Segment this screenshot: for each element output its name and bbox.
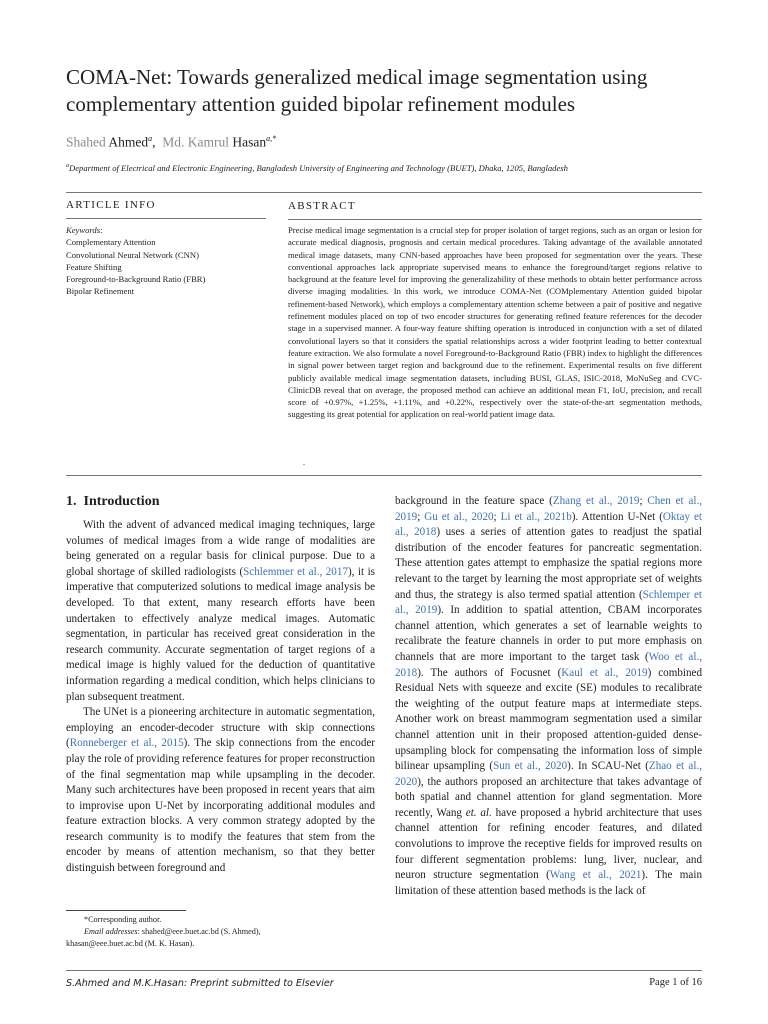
et-al-italic: et. al. [465,806,492,819]
text-run: The UNet is a pioneering architecture in automatic segmentation, employing an encoder-decoder structure with skip connections ( [66,706,375,750]
email-label: Email addresses [84,927,138,936]
citation-link[interactable]: Woo et al., 2018 [395,650,702,679]
section-title: Introduction [83,494,160,509]
page-number: Page 1 of 16 [649,977,702,988]
text-run: background in the feature space ( [395,495,553,507]
affiliation [66,163,716,173]
author-1-given: Shahed [66,134,106,150]
citation-link[interactable]: Oktay et al., 2018 [395,510,702,539]
abstract-end-divider [66,475,702,476]
citation-link[interactable]: Ronneberger et al., 2015 [69,737,184,750]
footer-running-head: S.Ahmed and M.K.Hasan: Preprint submitted to Elsevier [66,978,334,989]
footnote-divider [66,910,186,911]
author-list [66,134,276,151]
keyword-item: Complementary Attention [66,237,156,248]
abstract-heading: ABSTRACT [288,200,356,212]
text-run: ) combined Residual Nets with squeeze and excite (SE) modules to recalibrate the weighting of the output feature maps at intermediate steps. Another work on breast mammogram segmentation used a similar channel attention unit in their proposed attention-guided dense-upsampling block for compensating the information loss of simple bilinear upsampling ( [395,666,702,773]
footer-divider [66,970,702,971]
keyword-item: Convolutional Neural Network (CNN) [66,249,199,260]
header-divider [66,192,702,193]
intro-paragraph-continued [395,494,702,899]
text-run: ), it is imperative that computerized solutions to medical image analysis be developed. To that extent, many research efforts have been undertaken to effectively analyze medical images. Automatic segmentation, in particular has received great consideration in the research community. Accurate segmentation of target regions of a medical image is highly valued for the deduction of quantitative information regarding a medical condition, which helps clinicians to plan subsequent treatment. [66,565,375,703]
keyword-item: Feature Shifting [66,261,122,272]
text-run: ; [417,510,425,523]
left-column [66,518,375,877]
keyword-item: Foreground-to-Background Ratio (FBR) [66,274,206,285]
author-2-sup: a,* [266,134,277,143]
citation-link[interactable]: Zhang et al., 2019 [552,495,640,507]
keywords-colon: : [100,225,103,235]
affiliation-text: Department of Electrical and Electronic Engineering, Bangladesh University of Engineering and Technology (BUET), Dhaka, 1205, Bangladesh [69,163,568,173]
abstract-trailing-dot: . [303,458,305,467]
author-2-given: Md. Kamrul [162,134,230,150]
author-separator: , [152,134,156,150]
text-run: ), the authors proposed an architecture that takes advantage of both spatial and channel attention for gland segmentation. More recently, Wang [395,775,702,819]
author-2-family: Hasan [232,134,267,150]
author-1-family: Ahmed [108,134,149,150]
text-run: have proposed a hybrid architecture that uses channel attention for refining encoder features, and dilated convolutions to improve the receptive fields for improved results on four different segmentation problems: lung, liver, nuclear, and neuron structure segmentation ( [395,806,702,882]
citation-link[interactable]: Sun et al., 2020 [493,760,568,773]
citation-link[interactable]: Schlemmer et al., 2017 [243,565,348,578]
corresponding-author-note: *Corresponding author. [84,915,162,924]
text-run: ) uses a series of attention gates to readjust the spatial distribution of the encoder features for pancreatic segmentation. These attention gates attempt to emphasize the spatial regions more relevant to the target by learning the most appropriate set of weights and thus, the strategy is also termed spatial attention ( [395,526,703,601]
paper-title: COMA-Net: Towards generalized medical image segmentation using complementary attention guided bipolar refinement modules [66,65,648,116]
abstract-divider [288,219,702,220]
keyword-item: Bipolar Refinement [66,286,135,297]
citation-link[interactable]: Wang et al., 2021 [549,869,642,882]
text-run: ). The main limitation of these attention based methods is the lack of [395,869,702,897]
text-run: ; [639,495,648,507]
author-1-sup: a [148,134,153,143]
email-addresses-2: khasan@eee.buet.ac.bd (M. K. Hasan). [66,939,195,948]
text-run: With the advent of advanced medical imaging techniques, large volumes of medical images from a wide range of modalities are being generated on a regular basis for clinical purpose. Due to a global shortage of skilled radiologists ( [66,519,375,578]
text-run: ). The skip connections from the encoder play the role of providing reference features for proper reconstruction of the final segmentation map while upsampling in the decoder. Many such architectures have been proposed in recent years that aim to improvise upon U-Net by incorporating additional modules and feature extraction blocks. A very common strategy adopted by the research community is to modify the features that stem from the encoder by means of attention mechanism, so that they better distinguish between foreground and [66,737,375,875]
citation-link[interactable]: Chen et al., 2019 [395,495,702,523]
email-line-1 [66,926,386,938]
keywords-label: Keywords [66,225,101,235]
text-run: ). Attention U-Net ( [571,510,663,523]
citation-link[interactable]: Li et al., 2021b [500,510,572,523]
citation-link[interactable]: Schlemper et al., 2019 [395,588,702,617]
text-run: ). In addition to spatial attention, CBAM incorporates channel attention, which generates a set of learnable weights to recalibrate the feature channels in order to put more emphasis on channels that are more important to the target task ( [395,604,702,663]
section-number: 1. [66,494,77,509]
text-run: ). In SCAU-Net ( [567,760,649,773]
article-info-divider [66,218,266,219]
section-heading [66,494,159,510]
abstract-body: Precise medical image segmentation is a crucial step for proper isolation of target regions, such as an organ or lesion for accurate medical diagnosis, prognosis and certain medical procedures. Taking advantage of the available annotated medical image datasets, many CNN-based approaches have been proposed for segmentation over the years. These conventional approaches lack appropriate supervised means to enhance the foreground/target regions relative to background at the feature level for improving the generalizability of these methods to obtain better performance across diverse imaging modalities. In this work, we introduce COMA-Net (COMplementary Attention guided bipolar refinement-based Network), which employs a complementary attention scheme between a pair of positive and negative refinement modules placed on top of two encoder structures for generating refined feature references for the decoder stage in a supervised manner. A four-way feature shifting operation is introduced in conjunction with a set of dilated convolutional layers so that it considers the spatial relationships across a wider footprint leading to better contextual feature extraction. We also formulate a novel Foreground-to-Background Ratio (FBR) index to highlight the differences in signal power between target region and background due to the refinement. Experimental results on five different publicly available medical image segmentation datasets, including BUSI, GLAS, ISIC-2018, MoNuSeg and CVC-ClinicDB reveal that on average, the proposed method can achieve an additional mean F1, IoU, precision, and recall score of +0.97%, +1.25%, +1.11%, and +0.22%, respectively over the state-of-the-art segmentation methods, suggesting its great potential for application on real-world patient image data. [288,225,702,420]
email-addresses-1: : shahed@eee.buet.ac.bd (S. Ahmed), [137,927,261,936]
text-run: ). The authors of Focusnet ( [417,666,562,679]
intro-paragraph-1 [66,518,375,705]
intro-paragraph-2 [66,705,375,877]
citation-link[interactable]: Gu et al., 2020 [424,510,494,523]
keywords-block [66,224,266,298]
right-column [395,494,702,899]
affiliation-sup: a [66,163,69,170]
citation-link[interactable]: Kaul et al., 2019 [561,666,648,679]
citation-link[interactable]: Zhao et al., 2020 [395,760,702,788]
article-info-heading: ARTICLE INFO [66,199,156,211]
footnote [66,914,386,950]
text-run: ; [493,510,501,523]
